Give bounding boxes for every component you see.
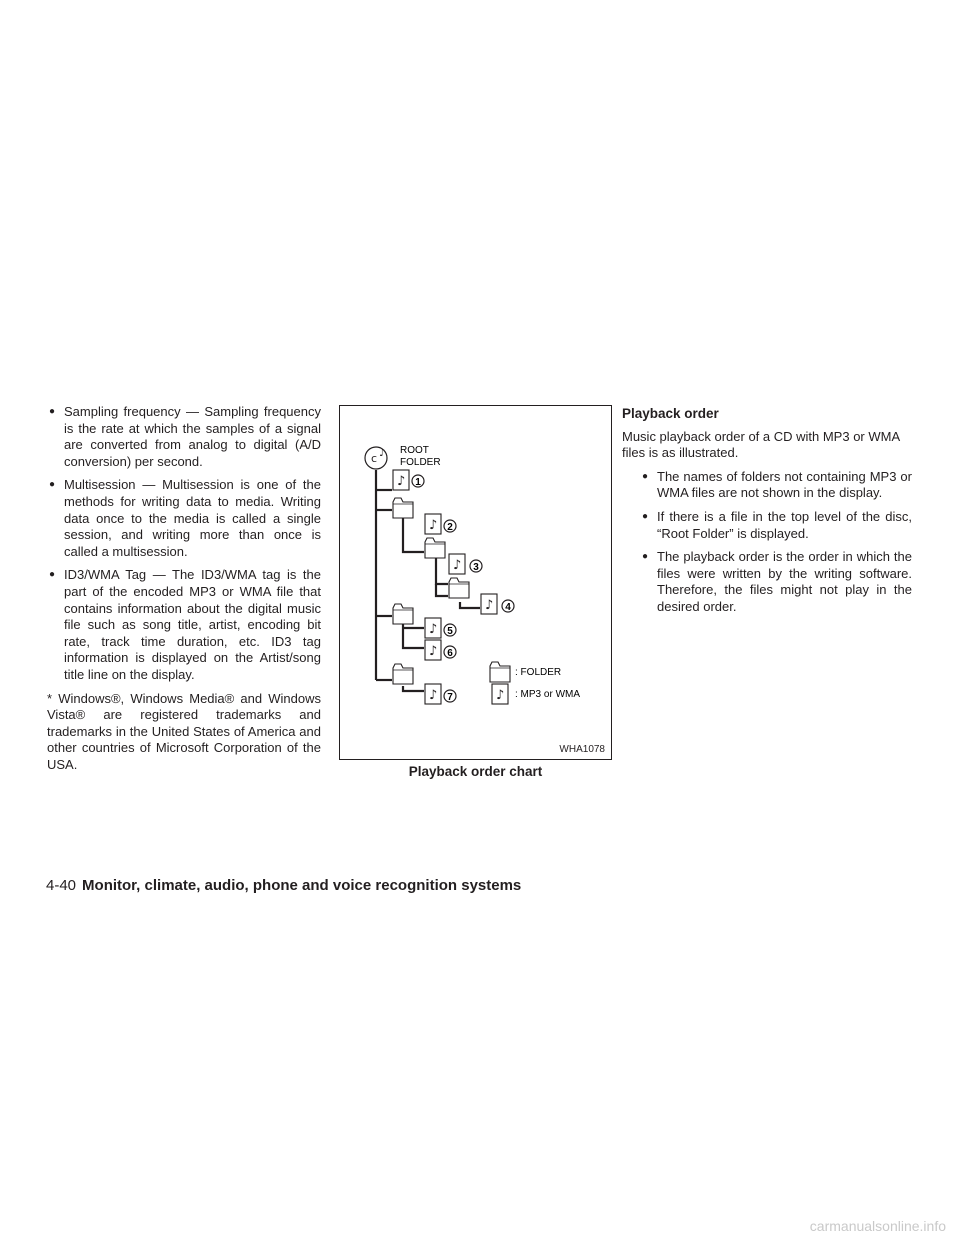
bullet-sampling-frequency: ● Sampling frequency — Sampling frequency is the rate at which the samples of a signal are converted from analog to digital (A/D conversion) per second. (49, 404, 321, 469)
left-column (47, 404, 321, 773)
order-number-5: 5 (447, 626, 453, 637)
playback-order-figure (339, 405, 612, 760)
folder-icon (449, 578, 469, 598)
folder-icon (393, 498, 413, 518)
music-file-icon (492, 684, 508, 704)
bullet-icon: ● (49, 569, 56, 581)
folder-icon (425, 538, 445, 558)
trademark-note: * Windows®, Windows Media® and Windows Vista® are registered trademarks and trademarks in the United States of America and other countries of Microsoft Corporation of the USA. (47, 690, 321, 772)
watermark: carmanualsonline.info (809, 1218, 946, 1234)
bullet-folder-names: ● The names of folders not containing MP3 or WMA files are not shown in the display. (642, 468, 912, 501)
bullet-id3-tag: ● ID3/WMA Tag — The ID3/WMA tag is the part of the encoded MP3 or WMA file that contains information about the digital music file such as song title, artist, encoding bit rate, track time duration, etc. ID3 tag information is displayed on the Artist/song title line on the display. (49, 567, 321, 682)
root-label-line2: FOLDER (400, 457, 441, 468)
disc-icon (365, 447, 387, 469)
music-file-icon (425, 684, 441, 704)
bullet-icon: ● (642, 551, 649, 563)
music-file-icon (393, 470, 409, 490)
figure-code: WHA1078 (559, 744, 605, 755)
order-number-1: 1 (415, 477, 421, 488)
bullet-icon: ● (49, 479, 56, 491)
folder-icon (393, 664, 413, 684)
bullet-icon: ● (642, 470, 649, 482)
order-number-7: 7 (447, 692, 453, 703)
order-number-3: 3 (473, 562, 479, 573)
bullet-root-folder: ● If there is a file in the top level of the disc, “Root Folder” is displayed. (642, 508, 912, 541)
section-title: Monitor, climate, audio, phone and voice recognition systems (82, 877, 522, 894)
bullet-icon: ● (642, 510, 649, 522)
music-file-icon (425, 514, 441, 534)
figure-caption: Playback order chart (408, 764, 543, 779)
order-number-2: 2 (447, 522, 453, 533)
order-number-4: 4 (505, 602, 511, 613)
music-file-icon (449, 554, 465, 574)
legend-file-label: : MP3 or WMA (515, 689, 581, 700)
page-number: 4-40 (46, 877, 77, 894)
bullet-multisession: ● Multisession — Multisession is one of the methods for writing data to media. Writing data once to the media is called a single session, and writing more than once is called a multisession. (49, 477, 321, 559)
bullet-icon: ● (49, 406, 56, 417)
order-number-6: 6 (447, 648, 453, 659)
svg-text:♪: ♪ (379, 448, 386, 459)
bullet-playback-order: ● The playback order is the order in which the files were written by the writing software. Therefore, the files might not play in the desired order. (642, 549, 912, 614)
root-label-line1: ROOT (400, 445, 429, 456)
folder-icon (490, 662, 510, 682)
section-intro: Music playback order of a CD with MP3 or WMA files is as illustrated. (622, 428, 900, 461)
section-heading: Playback order (622, 406, 719, 421)
music-file-icon (481, 594, 497, 614)
page-footer (46, 877, 521, 894)
svg-text:c: c (371, 452, 378, 465)
right-column (622, 404, 912, 623)
folder-icon (393, 604, 413, 624)
music-file-icon (425, 640, 441, 660)
legend-folder-label: : FOLDER (515, 667, 562, 678)
legend (490, 662, 580, 704)
folder-tree-diagram: ♪ c ♪ ROOT FOLDER 1 2 3 4 5 6 7 : FOLDER : MP3 or WMA (344, 410, 581, 703)
music-file-icon (425, 618, 441, 638)
